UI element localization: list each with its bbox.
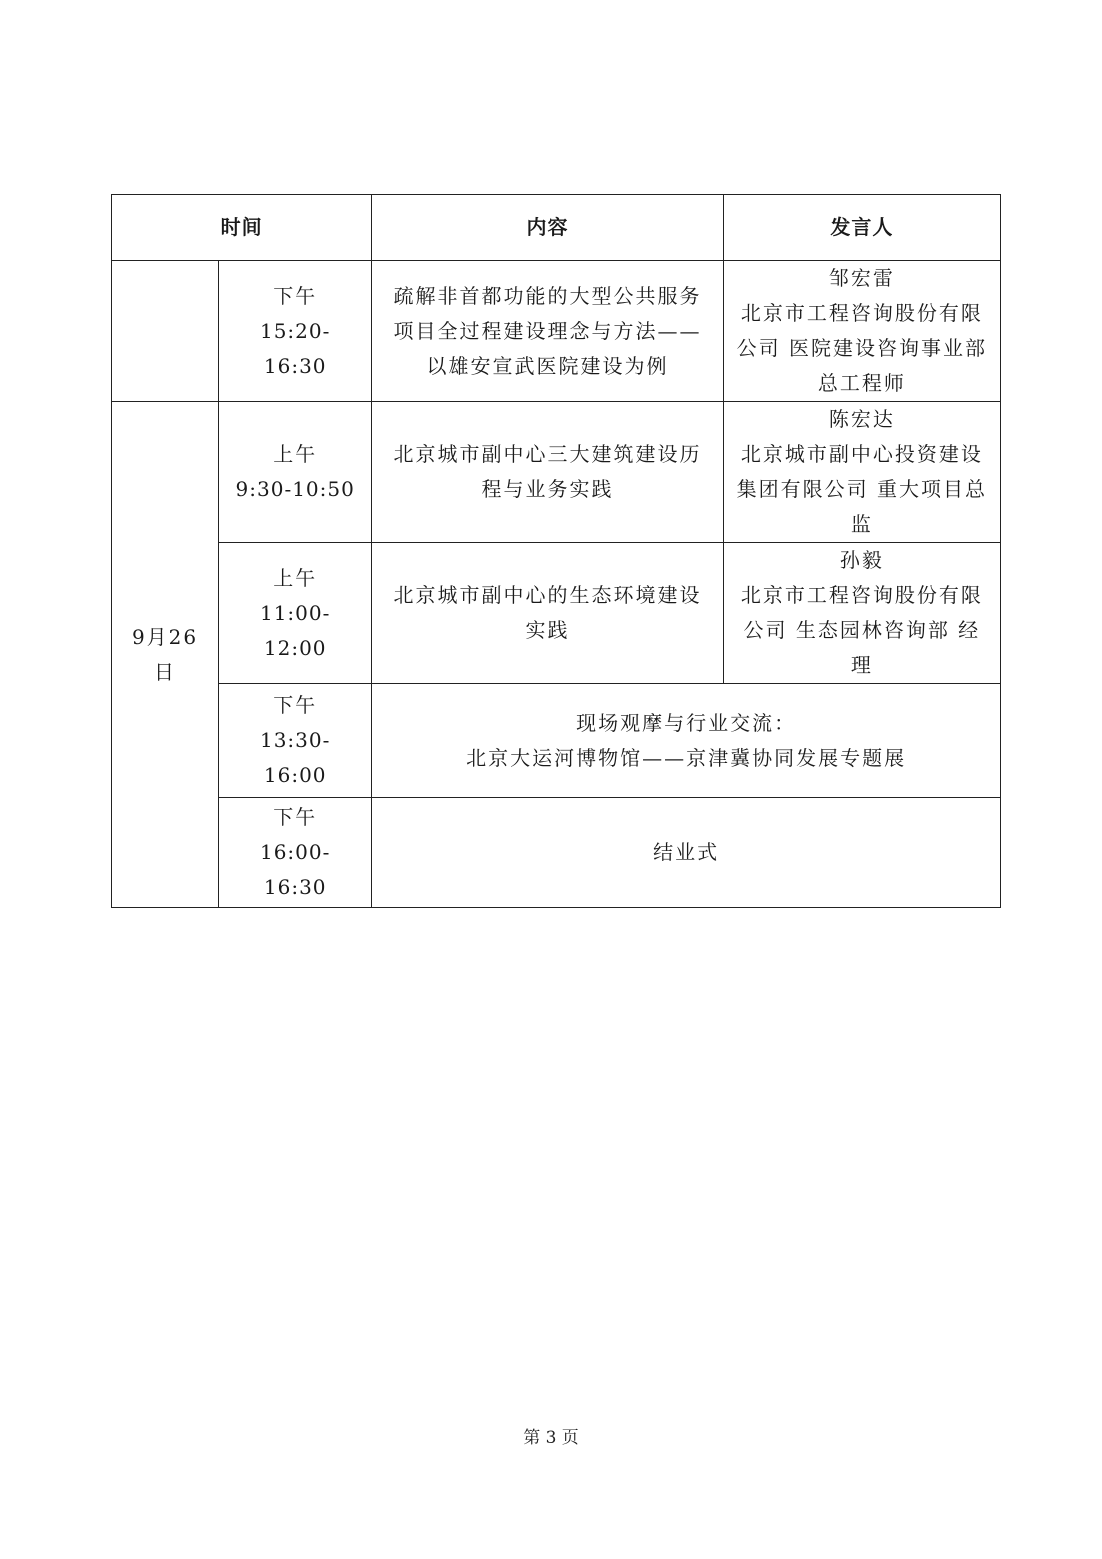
time-range: 9:30-10:50 <box>235 477 355 501</box>
header-time: 时间 <box>112 195 372 261</box>
time-range: 16:00-16:30 <box>259 840 331 899</box>
table-row <box>112 402 1001 543</box>
content-cell-merged <box>372 684 1001 798</box>
content-line: 北京城市副中心的生态环境建设 <box>393 583 702 607</box>
schedule-table <box>111 194 1001 908</box>
speaker-title-line: 监 <box>850 512 873 536</box>
speaker-name: 孙毅 <box>839 548 884 572</box>
table-row <box>112 261 1001 402</box>
time-range: 11:00-12:00 <box>259 600 331 660</box>
speaker-cell <box>723 402 1000 543</box>
speaker-title-line: 北京市工程咨询股份有限 <box>740 301 983 325</box>
speaker-title-line: 总工程师 <box>817 371 906 395</box>
content-cell-merged <box>372 798 1001 908</box>
period-label: 上午 <box>273 565 318 590</box>
speaker-title-line: 集团有限公司 重大项目总 <box>736 477 988 501</box>
content-line: 现场观摩与行业交流： <box>576 710 797 735</box>
table-row <box>112 798 1001 908</box>
table-row <box>112 684 1001 798</box>
header-speaker: 发言人 <box>723 195 1000 261</box>
period-label: 下午 <box>273 283 318 308</box>
period-label: 下午 <box>273 805 318 829</box>
content-line: 项目全过程建设理念与方法—— <box>393 318 702 343</box>
content-line: 疏解非首都功能的大型公共服务 <box>393 283 702 308</box>
content-line: 结业式 <box>653 840 720 864</box>
content-cell <box>372 261 723 402</box>
content-line: 北京城市副中心三大建筑建设历 <box>393 442 702 466</box>
speaker-name: 邹宏雷 <box>828 266 895 290</box>
speaker-title-line: 公司 医院建设咨询事业部 <box>736 336 988 360</box>
table-header-row <box>112 195 1001 261</box>
speaker-title-line: 北京市工程咨询股份有限 <box>740 583 983 607</box>
speaker-title-line: 理 <box>850 653 873 677</box>
content-cell <box>372 543 723 684</box>
speaker-title-line: 北京城市副中心投资建设 <box>740 442 983 466</box>
content-line: 实践 <box>525 618 570 642</box>
table-row <box>112 543 1001 684</box>
time-cell <box>219 798 372 908</box>
time-cell <box>219 402 372 543</box>
content-line: 以雄安宣武医院建设为例 <box>426 353 669 378</box>
speaker-cell <box>723 261 1000 402</box>
speaker-name: 陈宏达 <box>828 407 895 431</box>
date-cell: 9月26日 <box>112 402 219 908</box>
speaker-cell <box>723 543 1000 684</box>
time-cell <box>219 684 372 798</box>
date-cell-empty <box>112 261 219 402</box>
period-label: 下午 <box>273 693 318 717</box>
speaker-title-line: 公司 生态园林咨询部 经 <box>743 618 981 642</box>
time-range: 13:30-16:00 <box>259 728 331 787</box>
time-cell <box>219 543 372 684</box>
time-cell <box>219 261 372 402</box>
time-range: 15:20-16:30 <box>259 318 331 378</box>
content-cell <box>372 402 723 543</box>
page-number: 第 3 页 <box>523 1428 579 1448</box>
content-line: 程与业务实践 <box>481 477 614 501</box>
header-content: 内容 <box>372 195 723 261</box>
period-label: 上午 <box>273 442 318 466</box>
content-line: 北京大运河博物馆——京津冀协同发展专题展 <box>466 745 907 770</box>
